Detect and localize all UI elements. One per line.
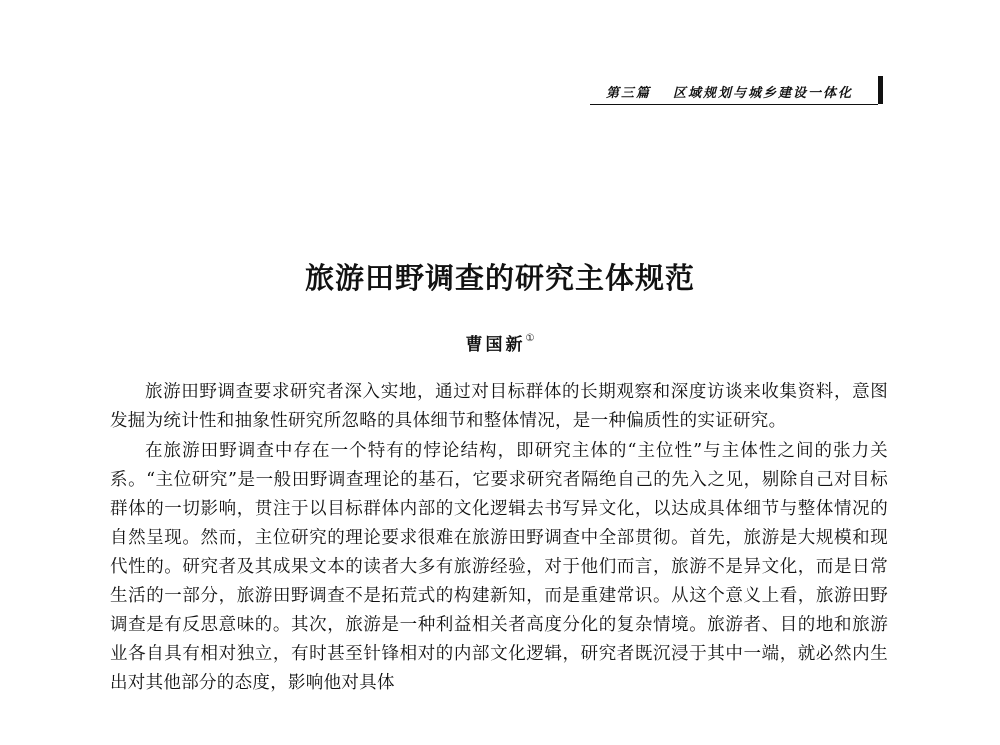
paragraph: 在旅游田野调查中存在一个特有的悖论结构，即研究主体的“主位性”与主体性之间的张力关系。“主位研究”是一般田野调查理论的基石，它要求研究者隔绝自己的先入之见，剔除自己对目标群体的一切影响，贯注于以目标群体内部的文化逻辑去书写异文化，以达成具体细节与整体情况的自然呈现。然而，主位研究的理论要求很难在旅游田野调查中全部贯彻。首先，旅游是大规模和现代性的。研究者及其成果文本的读者大多有旅游经验，对于他们而言，旅游不是异文化，而是日常生活的一部分，旅游田野调查不是拓荒式的构建新知，而是重建常识。从这个意义上看，旅游田野调查是有反思意味的。其次，旅游是一种利益相关者高度分化的复杂情境。旅游者、目的地和旅游业各自具有相对独立，有时甚至针锋相对的内部文化逻辑，研究者既沉浸于其中一端，就必然内生出对其他部分的态度，影响他对具体	[110, 441, 888, 693]
running-header	[590, 82, 878, 105]
article-title: 旅游田野调查的研究主体规范	[304, 261, 695, 295]
header-section: 第三篇	[606, 86, 652, 101]
article-author	[0, 330, 1000, 355]
header-thumb-bar	[878, 76, 883, 104]
header-topic: 区域规划与城乡建设一体化	[673, 86, 854, 101]
paragraph: 旅游田野调查要求研究者深入实地，通过对目标群体的长期观察和深度访谈来收集资料，意图发掘为统计性和抽象性研究所忽略的具体细节和整体情况，是一种偏质性的实证研究。	[110, 382, 888, 431]
author-name: 曹国新	[465, 335, 526, 355]
article-body	[110, 378, 888, 699]
footnote-marker: ①	[525, 333, 535, 344]
running-header-text	[606, 82, 853, 101]
